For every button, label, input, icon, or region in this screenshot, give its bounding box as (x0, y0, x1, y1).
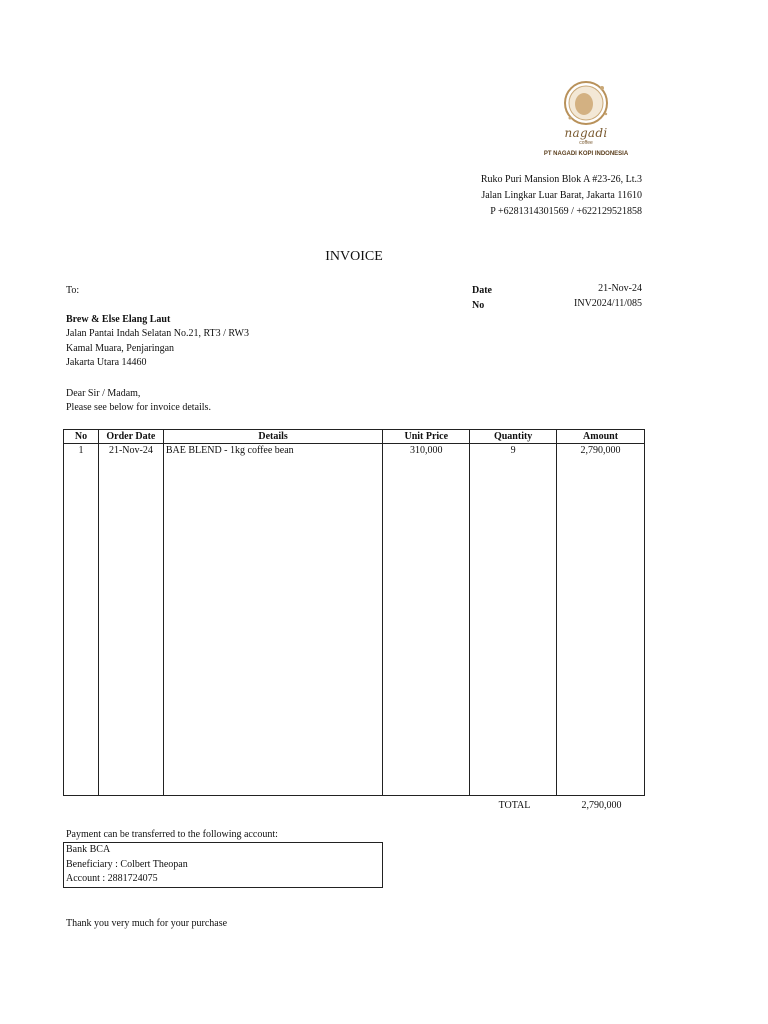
company-address-line1: Ruko Puri Mansion Blok A #23-26, Lt.3 (480, 174, 642, 185)
cell-amount: 2,790,000 (557, 444, 645, 458)
company-name: PT NAGADI KOPI INDONESIA (543, 151, 629, 157)
to-label: To: (66, 285, 80, 296)
bank-name: Bank BCA (66, 844, 111, 855)
total-value: 2,790,000 (581, 800, 622, 811)
table-row (64, 444, 645, 458)
logo-sub-text: coffee (579, 140, 593, 146)
invoice-number: INV2024/11/085 (574, 298, 642, 309)
date-label: Date (472, 285, 492, 296)
closing-message: Thank you very much for your purchase (66, 918, 228, 929)
company-logo (540, 78, 632, 162)
coffee-cup-logo-icon (540, 78, 632, 128)
cell-unit-price: 310,000 (383, 444, 470, 458)
invoice-items-table (63, 429, 645, 796)
header-details: Details (163, 430, 383, 444)
recipient-address-line1: Jalan Pantai Indah Selatan No.21, RT3 / RW3 (66, 328, 249, 339)
company-address-line2: Jalan Lingkar Luar Barat, Jakarta 11610 (481, 190, 642, 201)
table-header-row (64, 430, 645, 444)
date-value: 21-Nov-24 (598, 283, 642, 294)
recipient-address-line2: Kamal Muara, Penjaringan (66, 343, 175, 354)
total-label: TOTAL (498, 800, 531, 811)
company-phone: P +6281314301569 / +622129521858 (490, 206, 642, 217)
header-unit-price: Unit Price (383, 430, 470, 444)
table-empty-space (64, 457, 645, 796)
beneficiary: Beneficiary : Colbert Theopan (66, 858, 188, 870)
cell-order-date: 21-Nov-24 (98, 444, 163, 458)
invoice-title: INVOICE (325, 249, 383, 264)
greeting-line1: Dear Sir / Madam, (66, 388, 141, 399)
account-number: Account : 2881724075 (66, 873, 158, 884)
no-label: No (472, 300, 485, 311)
cell-details: BAE BLEND - 1kg coffee bean (163, 444, 383, 458)
header-order-date: Order Date (98, 430, 163, 444)
header-quantity: Quantity (470, 430, 557, 444)
header-amount: Amount (557, 430, 645, 444)
header-no: No (64, 430, 99, 444)
cell-quantity: 9 (470, 444, 557, 458)
cell-no: 1 (64, 444, 99, 458)
greeting-line2: Please see below for invoice details. (66, 402, 211, 413)
payment-intro: Payment can be transferred to the following account: (66, 829, 278, 840)
bank-account-box (63, 842, 383, 888)
recipient-name: Brew & Else Elang Laut (66, 314, 171, 325)
recipient-address-line3: Jakarta Utara 14460 (66, 357, 147, 368)
logo-brand-text: nagadi (564, 126, 608, 140)
